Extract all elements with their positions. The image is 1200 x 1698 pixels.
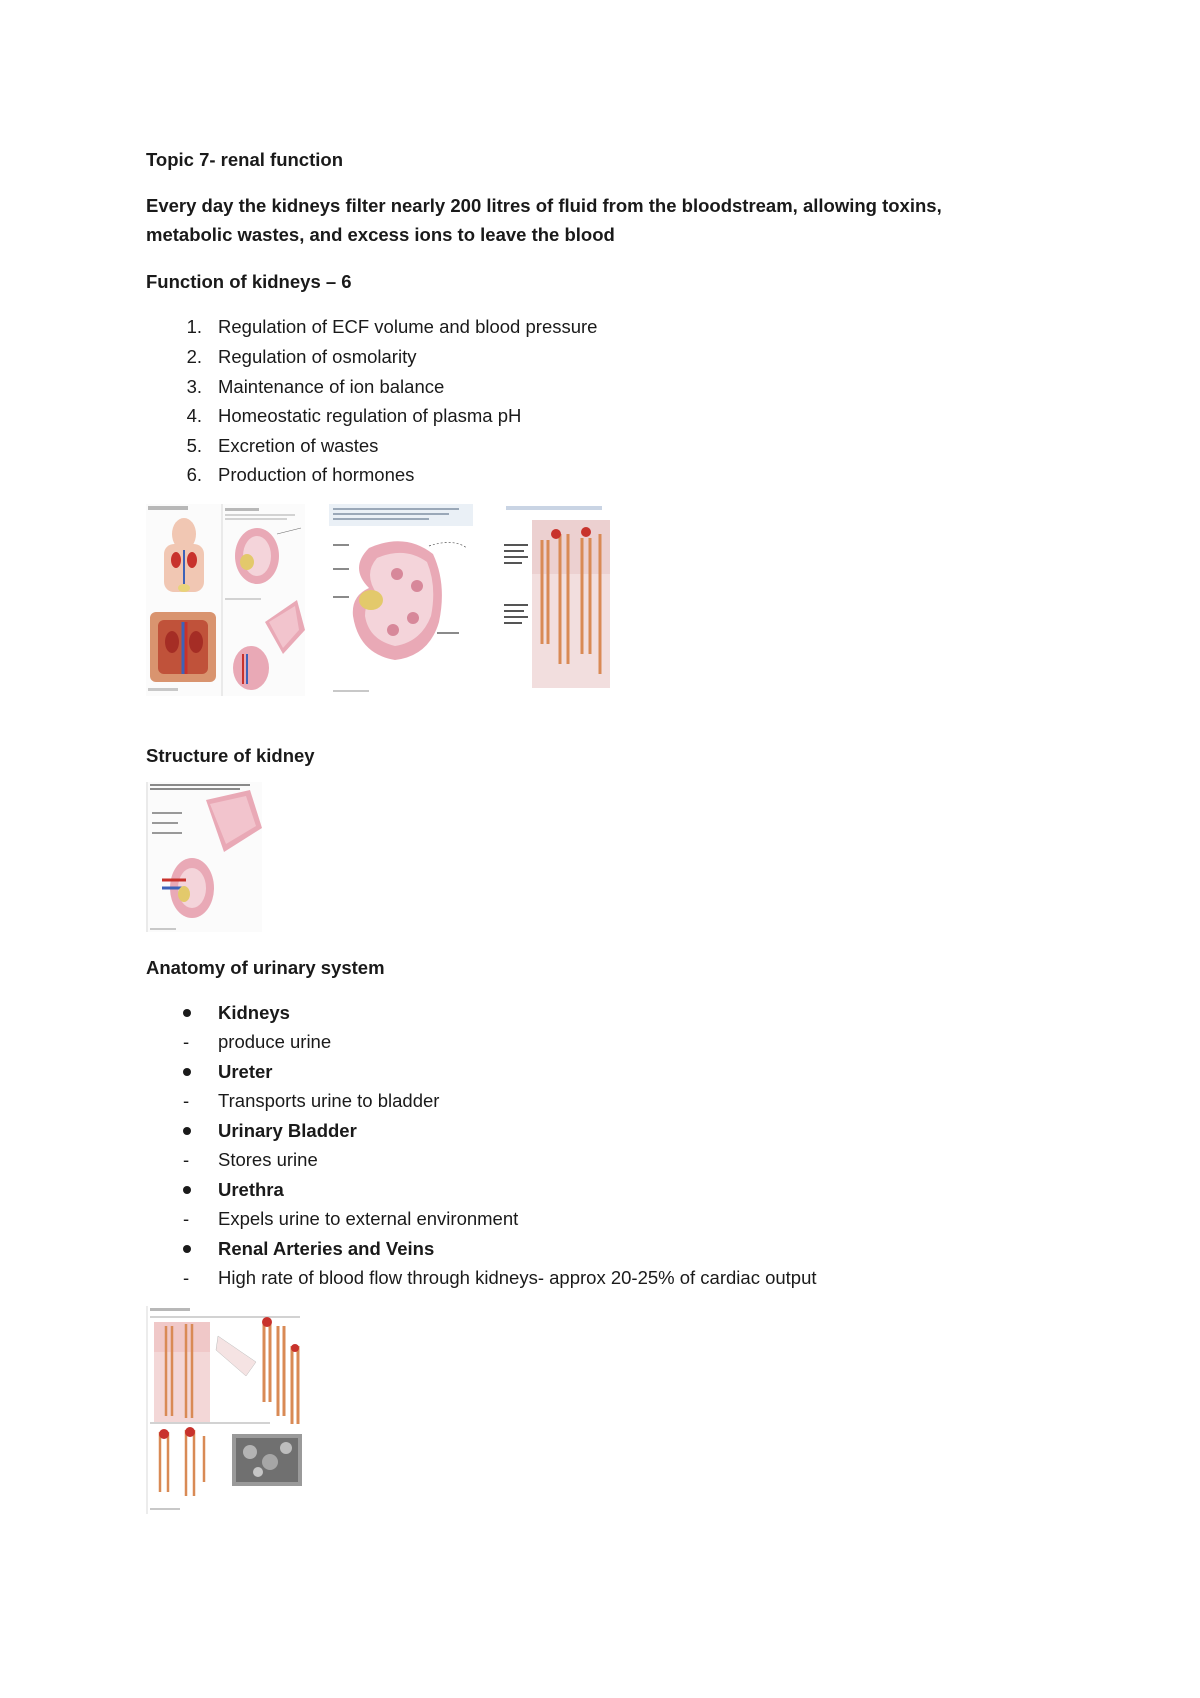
dash-icon: - xyxy=(183,1031,190,1052)
anatomy-desc: High rate of blood flow through kidneys- approx 20-25% of cardiac output xyxy=(218,1267,817,1288)
list-item: Production of hormones xyxy=(218,464,415,485)
anatomy-desc: Transports urine to bladder xyxy=(218,1090,440,1111)
anatomy-term: Urethra xyxy=(218,1179,284,1200)
list-item: Excretion of wastes xyxy=(218,435,379,456)
figure-kidney-structure xyxy=(146,782,262,932)
dash-icon: - xyxy=(183,1149,190,1170)
list-number: 1. xyxy=(186,316,202,337)
anatomy-term: Renal Arteries and Veins xyxy=(218,1238,435,1259)
anatomy-term: Urinary Bladder xyxy=(218,1120,357,1141)
dash-icon: - xyxy=(183,1090,190,1111)
list-number: 6. xyxy=(186,464,202,485)
document-title: Topic 7- renal function xyxy=(146,149,343,170)
figure-nephron-medulla xyxy=(502,504,610,688)
bullet-dot-icon xyxy=(183,1245,191,1253)
bullet-dot-icon xyxy=(183,1009,191,1017)
anatomy-desc: Expels urine to external environment xyxy=(218,1208,519,1229)
anatomy-desc: produce urine xyxy=(218,1031,332,1052)
list-item: Regulation of osmolarity xyxy=(218,346,417,367)
list-item: Maintenance of ion balance xyxy=(218,376,445,397)
figure-body-overview xyxy=(146,504,222,696)
intro-paragraph: Every day the kidneys filter nearly 200 litres of fluid from the bloodstream, allowing toxins, metabolic wastes, and excess ions to leave the blood xyxy=(146,195,942,245)
anatomy-term: Ureter xyxy=(218,1061,273,1082)
anatomy-term: Kidneys xyxy=(218,1002,290,1023)
bullet-dot-icon xyxy=(183,1127,191,1135)
dash-icon: - xyxy=(183,1208,190,1229)
functions-heading: Function of kidneys – 6 xyxy=(146,271,352,292)
figure-nephron-detail xyxy=(146,1306,310,1514)
list-number: 3. xyxy=(186,376,202,397)
figure-kidney-sections xyxy=(221,504,305,696)
list-item: Regulation of ECF volume and blood pressure xyxy=(218,316,598,337)
bullet-dot-icon xyxy=(183,1186,191,1194)
list-item: Homeostatic regulation of plasma pH xyxy=(218,405,522,426)
anatomy-desc: Stores urine xyxy=(218,1149,318,1170)
dash-icon: - xyxy=(183,1267,190,1288)
list-number: 4. xyxy=(186,405,202,426)
list-number: 2. xyxy=(186,346,202,367)
figure-kidney-cross-section xyxy=(329,504,473,696)
list-number: 5. xyxy=(186,435,202,456)
anatomy-heading: Anatomy of urinary system xyxy=(146,957,385,978)
structure-heading: Structure of kidney xyxy=(146,745,315,766)
bullet-dot-icon xyxy=(183,1068,191,1076)
